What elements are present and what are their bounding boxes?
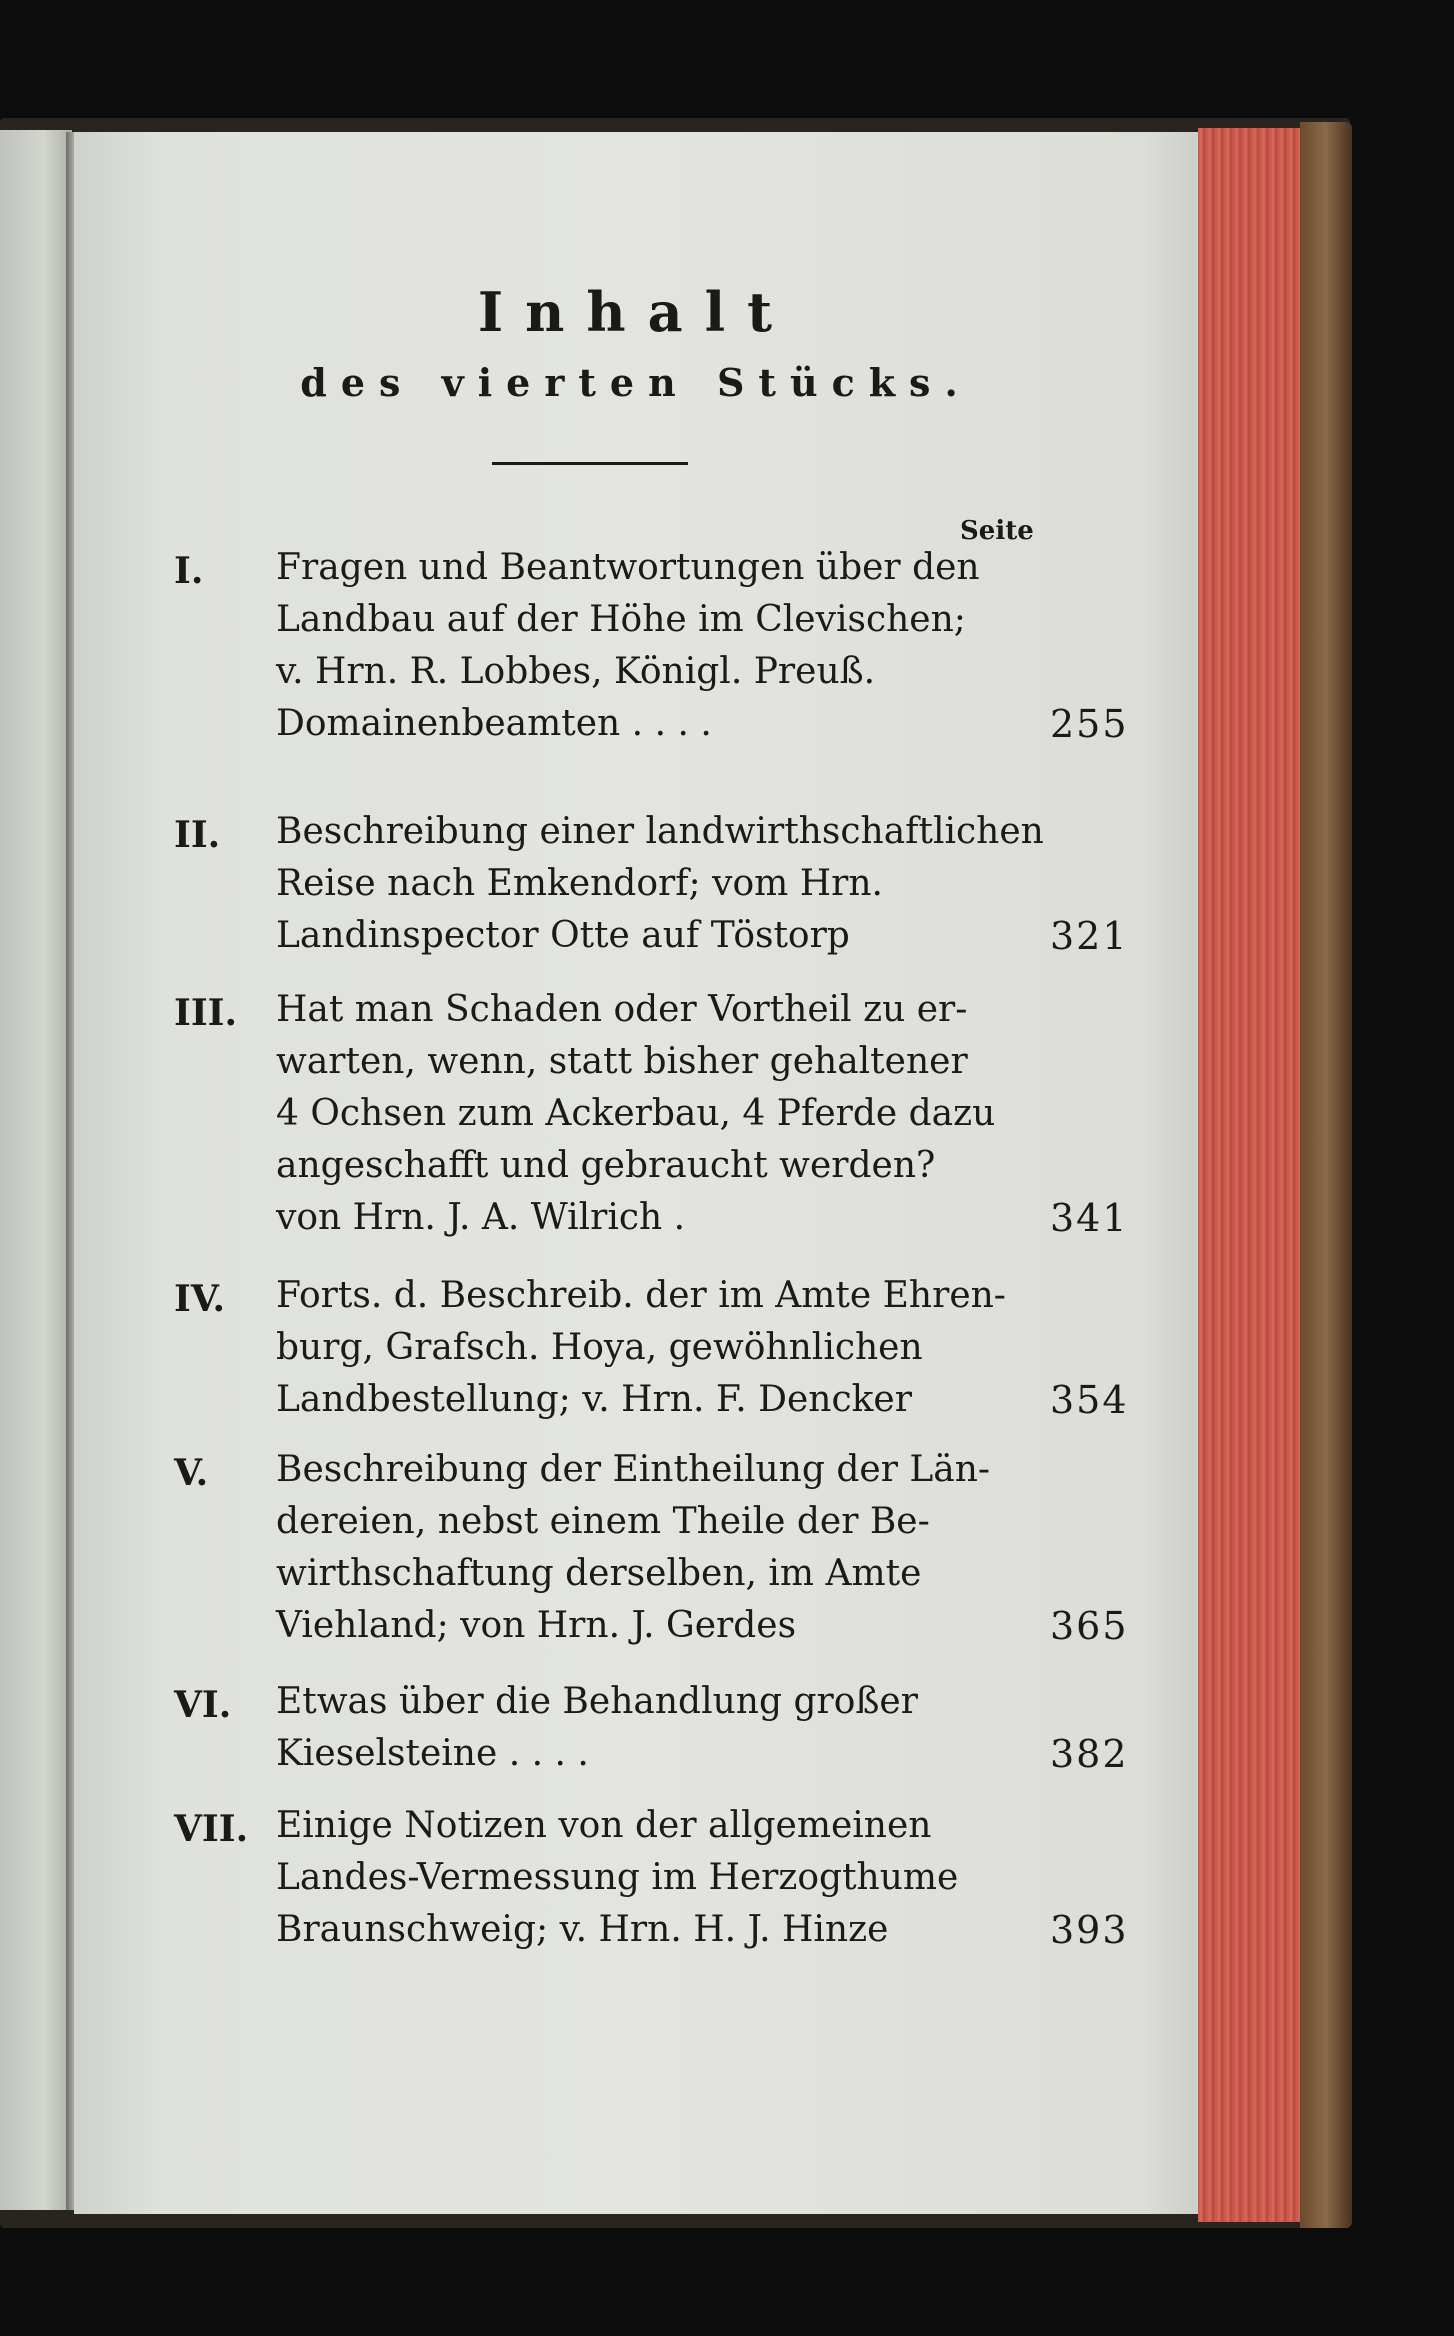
entry-page: 365 [1050,1604,1129,1648]
entry-line: Forts. d. Beschreib. der im Amte Ehren- [276,1275,1006,1316]
entry-page: 321 [1050,914,1129,958]
entry-line: Domainenbeamten . . . . [276,703,712,744]
entry-line: Braunschweig; v. Hrn. H. J. Hinze [276,1909,889,1950]
page-edges [1198,128,1308,2222]
entry-line: Landbau auf der Höhe im Clevischen; [276,599,966,640]
entry-line: angeschafft und gebraucht werden? [276,1145,936,1186]
entry-number: V. [174,1452,209,1494]
entry-page: 255 [1050,702,1129,746]
entry-line: Kieselsteine . . . . [276,1733,589,1774]
entry-line: Viehland; von Hrn. J. Gerdes [276,1605,797,1646]
entry-page: 341 [1050,1196,1129,1240]
page-title: Inhalt [477,280,795,344]
entry-line: Beschreibung einer landwirthschaftlichen [276,811,1044,852]
entry-line: wirthschaftung derselben, im Amte [276,1553,922,1594]
entry-page: 393 [1050,1908,1129,1952]
entry-number: VII. [174,1808,249,1850]
left-page [0,130,72,2210]
entry-line: Landes-Vermessung im Herzogthume [276,1857,959,1898]
entry-line: warten, wenn, statt bisher gehaltener [276,1041,968,1082]
page [74,132,1198,2214]
entry-line: Landbestellung; v. Hrn. F. Dencker [276,1379,912,1420]
entry-number: III. [174,992,238,1034]
entry-line: Fragen und Beantwortungen über den [276,547,980,588]
entry-line: Reise nach Emkendorf; vom Hrn. [276,863,883,904]
entry-line: Etwas über die Behandlung großer [276,1681,918,1722]
entry-line: Landinspector Otte auf Töstorp [276,915,850,956]
entry-line: 4 Ochsen zum Ackerbau, 4 Pferde dazu [276,1093,996,1134]
entry-number: II. [174,814,221,856]
entry-line: Beschreibung der Eintheilung der Län- [276,1449,991,1490]
entry-page: 354 [1050,1378,1129,1422]
book-cover [1300,122,1352,2228]
entry-page: 382 [1050,1732,1129,1776]
entry-line: Hat man Schaden oder Vortheil zu er- [276,989,968,1030]
entry-line: von Hrn. J. A. Wilrich . [276,1197,686,1238]
entry-line: v. Hrn. R. Lobbes, Königl. Preuß. [276,651,876,692]
entry-line: burg, Grafsch. Hoya, gewöhnlichen [276,1327,923,1368]
entry-number: IV. [174,1278,226,1320]
table-of-contents [74,132,1198,2214]
entry-line: Einige Notizen von der allgemeinen [276,1805,932,1846]
entry-number: I. [174,550,204,592]
column-label: Seite [960,516,1034,546]
page-subtitle: des vierten Stücks. [300,360,972,405]
entry-line: dereien, nebst einem Theile der Be- [276,1501,930,1542]
entry-number: VI. [174,1684,232,1726]
